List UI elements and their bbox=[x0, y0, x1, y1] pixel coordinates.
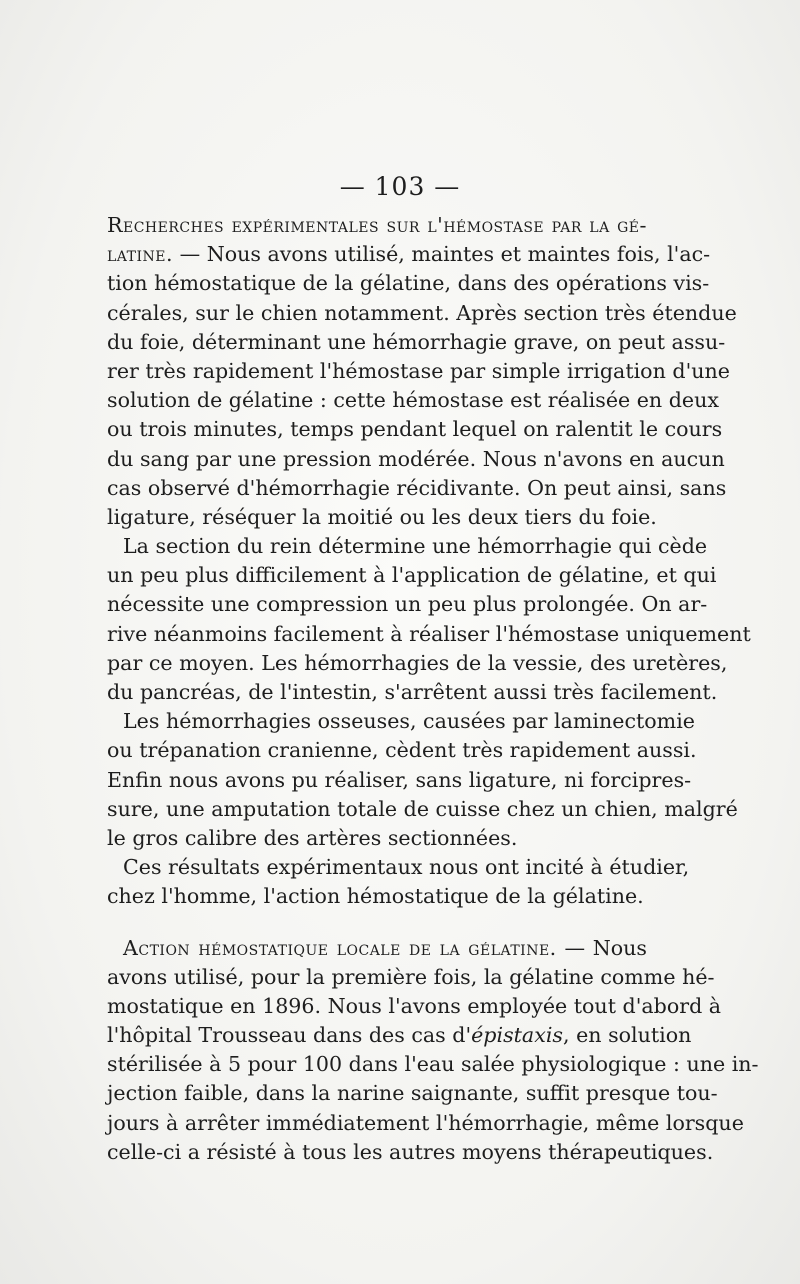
text-line-fragment: , en solution bbox=[562, 1023, 692, 1048]
text-line: un peu plus difficilement à l'application de gélatine, et qui bbox=[107, 563, 717, 588]
text-line: mostatique en 1896. Nous l'avons employée tout d'abord à bbox=[107, 993, 722, 1018]
text-line: ou trois minutes, temps pendant lequel on ralentit le cours bbox=[107, 417, 723, 442]
text-line: jection faible, dans la narine saignante, suffit presque tou- bbox=[107, 1081, 718, 1106]
text-line: cérales, sur le chien notamment. Après section très étendue bbox=[107, 300, 737, 325]
text-line: du pancréas, de l'intestin, s'arrêtent aussi très facilement. bbox=[107, 680, 718, 704]
section2-heading-line bbox=[107, 934, 647, 963]
text-line: stérilisée à 5 pour 100 dans l'eau salée physiologique : une in- bbox=[107, 1052, 759, 1077]
section2-heading: Action hémostatique locale de la gélatine. bbox=[123, 935, 557, 960]
text-line: du sang par une pression modérée. Nous n'avons en aucun bbox=[107, 446, 725, 471]
text-line: cas observé d'hémorrhagie récidivante. On peut ainsi, sans bbox=[107, 475, 727, 500]
text-line: nécessite une compression un peu plus prolongée. On ar- bbox=[107, 592, 708, 617]
text-line: rive néanmoins facilement à réaliser l'hémostase uniquement bbox=[107, 621, 751, 646]
text-line: avons utilisé, pour la première fois, la gélatine comme hé- bbox=[107, 964, 715, 989]
text-line: rer très rapidement l'hémostase par simple irrigation d'une bbox=[107, 358, 730, 383]
section1-heading: Recherches expérimentales sur l'hémostase par la gé- bbox=[107, 213, 647, 237]
text-line: La section du rein détermine une hémorrhagie qui cède bbox=[123, 534, 708, 559]
text-line-fragment: l'hôpital Trousseau dans des cas d' bbox=[107, 1023, 472, 1048]
emphasis-epistaxis: épistaxis bbox=[471, 1023, 563, 1048]
text-line bbox=[107, 1021, 692, 1050]
section1-heading-line bbox=[107, 211, 647, 240]
text-line: tion hémostatique de la gélatine, dans des opérations vis- bbox=[107, 271, 710, 296]
text-line: jours à arrêter immédiatement l'hémorrhagie, même lorsque bbox=[107, 1110, 744, 1135]
text-line: Ces résultats expérimentaux nous ont incité à étudier, bbox=[123, 855, 690, 880]
section-gap bbox=[107, 912, 647, 934]
page-number: — 103 — bbox=[339, 172, 461, 201]
body-text bbox=[107, 211, 759, 1167]
text-line: ou trépanation cranienne, cèdent très rapidement aussi. bbox=[107, 738, 697, 763]
text-line bbox=[107, 240, 711, 269]
text-line: le gros calibre des artères sectionnées. bbox=[107, 825, 518, 850]
text-line-fragment: — Nous avons utilisé, maintes et maintes fois, l'ac- bbox=[173, 242, 711, 267]
text-line: ligature, réséquer la moitié ou les deux tiers du foie. bbox=[107, 504, 657, 529]
text-line: du foie, déterminant une hémorrhagie grave, on peut assu- bbox=[107, 329, 726, 354]
text-line: chez l'homme, l'action hémostatique de la gélatine. bbox=[107, 884, 644, 909]
text-line: sure, une amputation totale de cuisse chez un chien, malgré bbox=[107, 796, 738, 821]
text-line-fragment: — Nous bbox=[556, 935, 647, 960]
text-line: Les hémorrhagies osseuses, causées par laminectomie bbox=[123, 709, 695, 734]
section1-heading-cont: latine. bbox=[107, 242, 174, 267]
text-line: Enfin nous avons pu réaliser, sans ligature, ni forcipres- bbox=[107, 767, 692, 792]
text-line: par ce moyen. Les hémorrhagies de la vessie, des uretères, bbox=[107, 650, 728, 675]
text-line: celle-ci a résisté à tous les autres moyens thérapeutiques. bbox=[107, 1139, 714, 1164]
text-line: solution de gélatine : cette hémostase est réalisée en deux bbox=[107, 388, 719, 413]
